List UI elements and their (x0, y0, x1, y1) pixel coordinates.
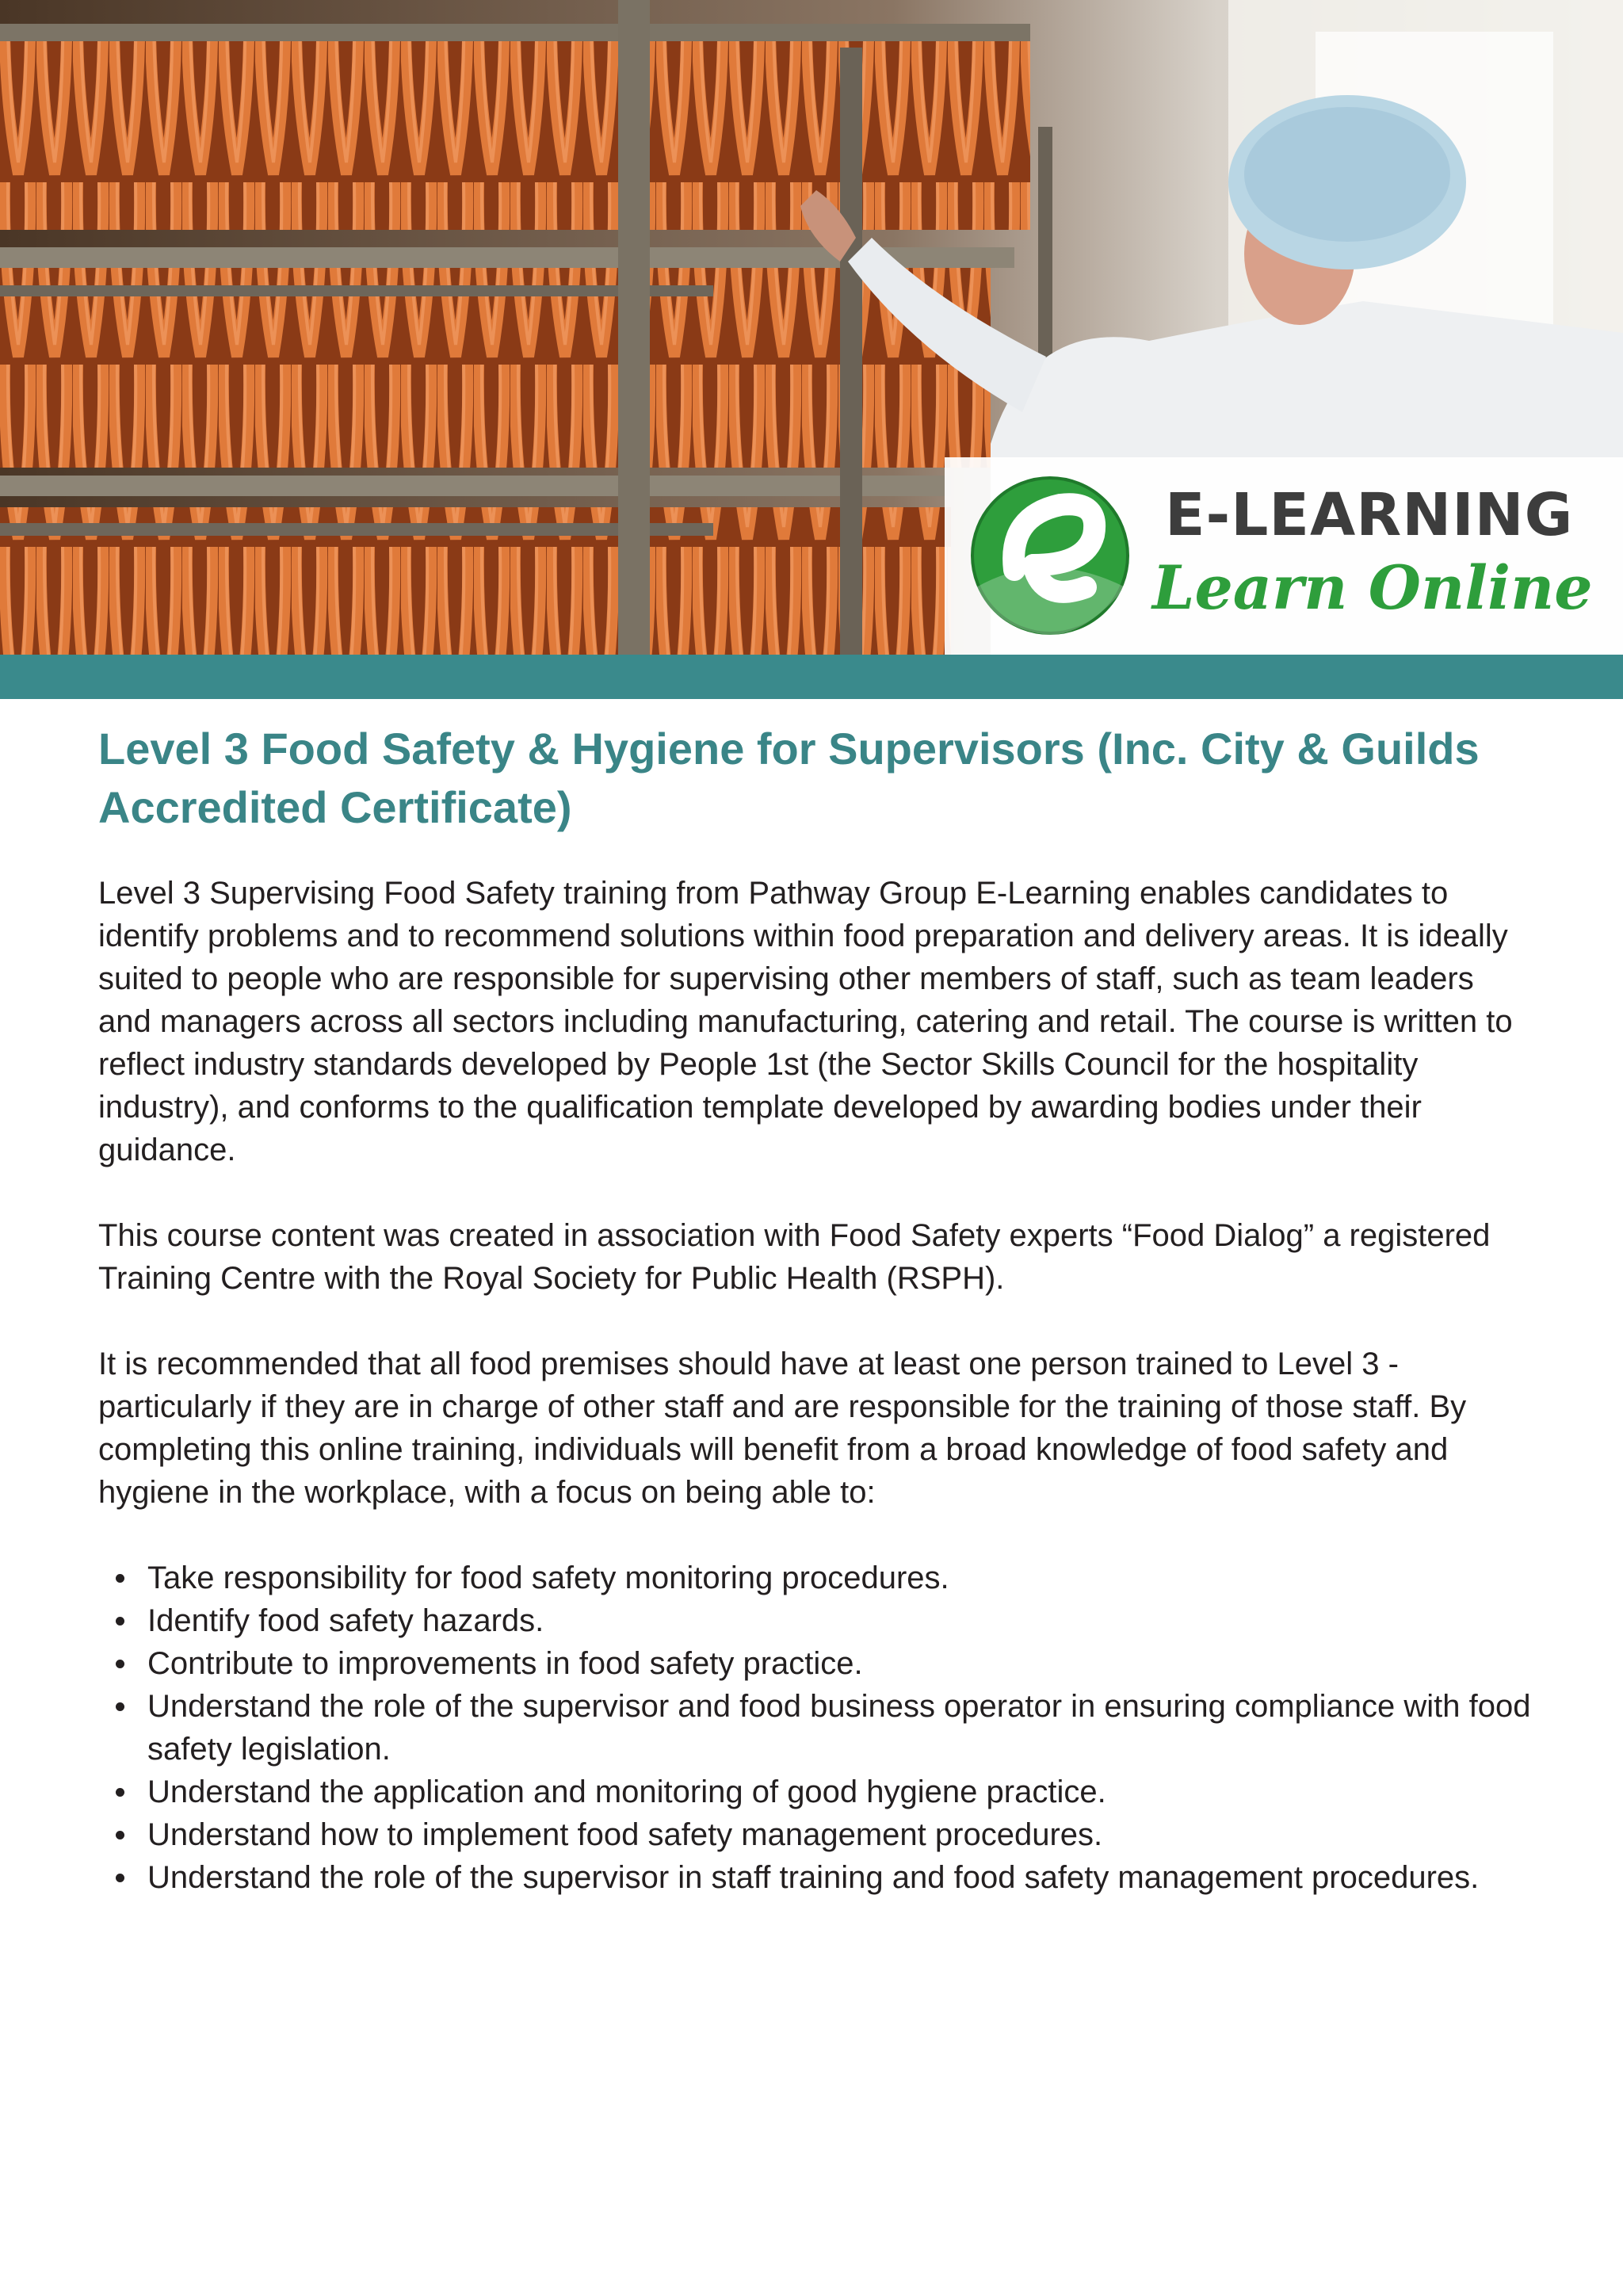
logo-text-top: E-LEARNING (1165, 481, 1574, 549)
elearning-logo (945, 457, 1623, 655)
bullet-icon (116, 1702, 124, 1711)
list-item (98, 1557, 1533, 1599)
list-item (98, 1685, 1533, 1771)
learning-outcomes-list (98, 1557, 1533, 1899)
association-paragraph: This course content was created in association with Food Safety experts “Food Dialog” a registered Training Centre with the Royal Society for Public Health (RSPH). (98, 1218, 1491, 1296)
list-item-text: Contribute to improvements in food safety practice. (147, 1646, 863, 1681)
course-title: Level 3 Food Safety & Hygiene for Supervisors (Inc. City & Guilds Accredited Certificate) (98, 724, 1480, 832)
list-item-text: Identify food safety hazards. (147, 1603, 544, 1638)
list-item (98, 1599, 1533, 1642)
list-item (98, 1856, 1533, 1899)
bullet-icon (116, 1831, 124, 1839)
logo-text-bottom: Learn Online (1152, 552, 1593, 623)
list-item-text: Understand the application and monitoring of good hygiene practice. (147, 1775, 1106, 1809)
recommendation-paragraph: It is recommended that all food premises should have at least one person trained to Level 3 - particularly if they are in charge of other staff and are responsible for the training of those staff. By completing this online training, individuals will benefit from a broad knowledge of food safety and hygiene in the workplace, with a focus on being able to: (98, 1347, 1467, 1510)
list-item-text: Understand how to implement food safety management procedures. (147, 1817, 1103, 1852)
intro-paragraph: Level 3 Supervising Food Safety training from Pathway Group E-Learning enables candidates to identify problems and to recommend solutions within food preparation and delivery areas. It is ideally suited to people who are responsible for supervising other members of staff, such as team leaders and managers across all sectors including manufacturing, catering and retail. The course is written to reflect industry standards developed by People 1st (the Sector Skills Council for the hospitality industry), and conforms to the qualification template developed by awarding bodies under their guidance. (98, 876, 1513, 1167)
bullet-icon (116, 1617, 124, 1626)
bullet-icon (116, 1660, 124, 1668)
list-item (98, 1771, 1533, 1813)
bullet-icon (116, 1874, 124, 1882)
list-item-text: Understand the role of the supervisor in staff training and food safety management procedures. (147, 1860, 1480, 1895)
list-item-text: Take responsibility for food safety monitoring procedures. (147, 1561, 949, 1595)
list-item (98, 1813, 1533, 1856)
e-logo-icon (967, 468, 1133, 643)
bullet-icon (116, 1788, 124, 1797)
list-item-text: Understand the role of the supervisor and food business operator in ensuring compliance with food safety legislation. (147, 1689, 1531, 1767)
list-item (98, 1642, 1533, 1685)
header-divider-bar (0, 655, 1623, 699)
bullet-icon (116, 1574, 124, 1583)
course-content (98, 720, 1533, 1899)
